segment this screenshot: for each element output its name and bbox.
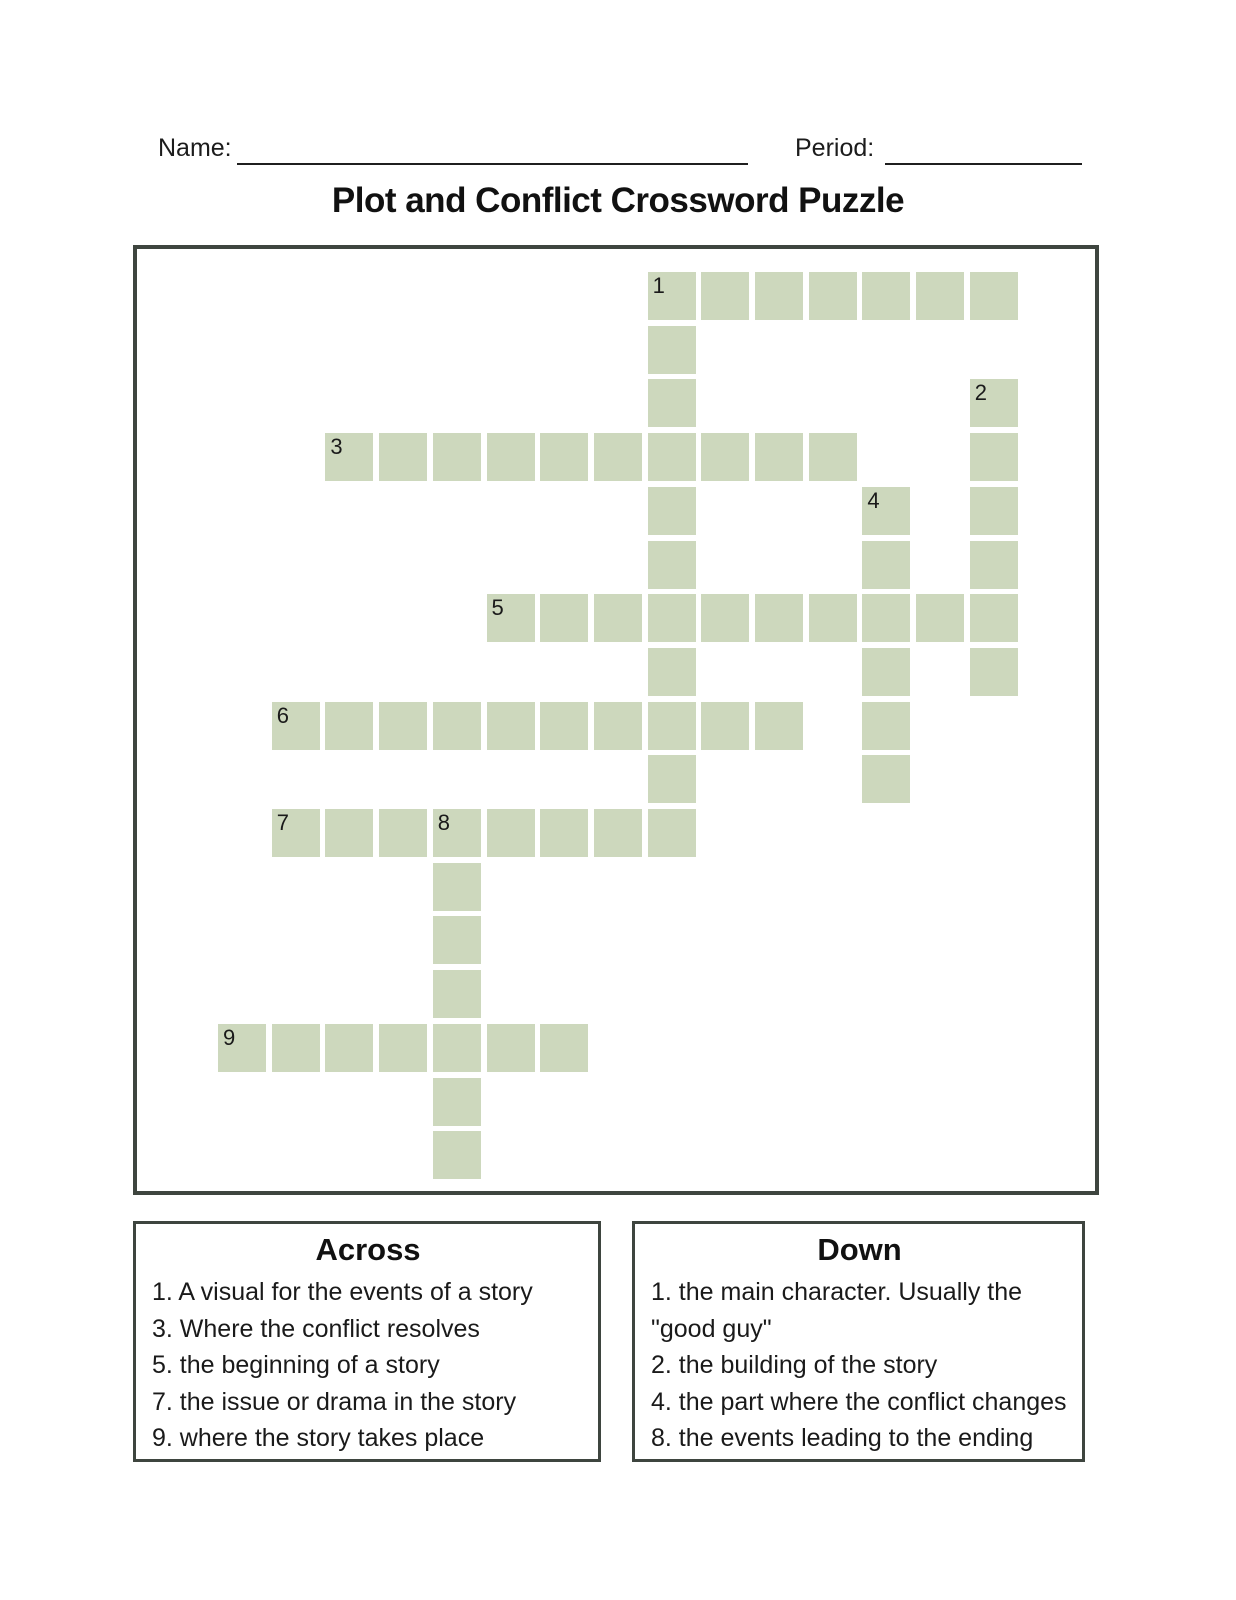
grid-cell[interactable]: [970, 487, 1018, 535]
crossword-grid: [133, 245, 1099, 1195]
clue-line: 1. the main character. Usually the: [651, 1278, 1023, 1306]
grid-cell[interactable]: [862, 702, 910, 750]
grid-cell[interactable]: [970, 594, 1018, 642]
clue-line: 3. Where the conflict resolves: [152, 1314, 480, 1343]
grid-cell[interactable]: [809, 594, 857, 642]
name-label: Name:: [158, 134, 232, 162]
cell-number: 9: [223, 1024, 236, 1050]
clue-line: 7. the issue or drama in the story: [152, 1387, 517, 1416]
grid-cell[interactable]: [648, 594, 696, 642]
grid-cell[interactable]: [916, 272, 964, 320]
grid-cell[interactable]: [433, 1024, 481, 1072]
grid-cell[interactable]: [755, 594, 803, 642]
period-label: Period:: [795, 134, 875, 162]
clue-line: 8. the events leading to the ending: [651, 1424, 1034, 1452]
grid-cell[interactable]: [594, 433, 642, 481]
clue-line: 9. where the story takes place: [152, 1424, 485, 1452]
grid-cell[interactable]: [487, 702, 535, 750]
grid-cell[interactable]: [540, 1024, 588, 1072]
grid-cell[interactable]: [755, 433, 803, 481]
grid-cell[interactable]: [648, 809, 696, 857]
grid-cell[interactable]: [970, 648, 1018, 696]
grid-cell[interactable]: [433, 970, 481, 1018]
across-clue-box: [133, 1221, 601, 1462]
grid-cell[interactable]: [272, 1024, 320, 1072]
grid-cell[interactable]: [701, 702, 749, 750]
grid-cell[interactable]: [433, 1078, 481, 1126]
grid-cell[interactable]: [862, 755, 910, 803]
grid-cell[interactable]: [648, 755, 696, 803]
grid-cell[interactable]: [648, 702, 696, 750]
grid-cell[interactable]: [970, 433, 1018, 481]
down-heading: Down: [817, 1232, 902, 1267]
grid-cell[interactable]: [433, 702, 481, 750]
grid-cell[interactable]: [970, 541, 1018, 589]
grid-cell[interactable]: [325, 809, 373, 857]
grid-cell[interactable]: [540, 702, 588, 750]
down-clue-list: [651, 1274, 1068, 1457]
grid-cell[interactable]: [594, 809, 642, 857]
grid-cell[interactable]: [325, 702, 373, 750]
grid-cell[interactable]: [809, 433, 857, 481]
grid-cell[interactable]: [487, 433, 535, 481]
grid-cell[interactable]: [540, 809, 588, 857]
grid-cell[interactable]: [648, 326, 696, 374]
grid-cell[interactable]: [648, 433, 696, 481]
grid-cell[interactable]: [487, 809, 535, 857]
grid-cell[interactable]: [701, 433, 749, 481]
cell-number: 7: [276, 810, 289, 835]
grid-cell[interactable]: [379, 433, 427, 481]
grid-cell[interactable]: [594, 594, 642, 642]
grid-cell[interactable]: [648, 541, 696, 589]
cell-number: 3: [330, 434, 343, 460]
grid-cell[interactable]: [433, 916, 481, 964]
clue-line: 2. the building of the story: [651, 1351, 938, 1379]
grid-cell[interactable]: [379, 809, 427, 857]
grid-cell[interactable]: [755, 272, 803, 320]
page-title: Plot and Conflict Crossword Puzzle: [331, 181, 905, 220]
grid-cell[interactable]: [648, 648, 696, 696]
cell-number: 4: [867, 487, 880, 513]
grid-cell[interactable]: [433, 863, 481, 911]
grid-cell[interactable]: [862, 594, 910, 642]
clue-line: 4. the part where the conflict changes: [651, 1387, 1067, 1416]
grid-cell[interactable]: [809, 272, 857, 320]
across-clue-list: [152, 1274, 584, 1457]
grid-cell[interactable]: [862, 648, 910, 696]
grid-cell[interactable]: [325, 1024, 373, 1072]
grid-cell[interactable]: [540, 594, 588, 642]
across-heading: Across: [315, 1232, 421, 1267]
grid-cell[interactable]: [701, 594, 749, 642]
name-blank-line[interactable]: [237, 163, 748, 165]
cell-number: 5: [491, 595, 504, 621]
grid-cell[interactable]: [540, 433, 588, 481]
grid-cell[interactable]: [862, 541, 910, 589]
grid-cell[interactable]: [648, 487, 696, 535]
grid-cell[interactable]: [862, 272, 910, 320]
grid-cell[interactable]: [379, 702, 427, 750]
grid-cell[interactable]: [648, 379, 696, 427]
grid-cell[interactable]: [379, 1024, 427, 1072]
grid-cell[interactable]: [487, 1024, 535, 1072]
cell-number: 8: [437, 810, 451, 835]
grid-cell[interactable]: [701, 272, 749, 320]
grid-cell[interactable]: [433, 1131, 481, 1179]
grid-cell[interactable]: [916, 594, 964, 642]
grid-cell[interactable]: [755, 702, 803, 750]
clue-line: 5. the beginning of a story: [152, 1351, 440, 1379]
period-blank-line[interactable]: [885, 163, 1082, 165]
cell-number: 6: [276, 702, 289, 728]
down-clue-box: [632, 1221, 1085, 1462]
cell-number: 1: [652, 273, 665, 298]
clue-line: "good guy": [651, 1314, 772, 1343]
grid-cell[interactable]: [594, 702, 642, 750]
clue-line: 1. A visual for the events of a story: [152, 1278, 533, 1306]
grid-cell[interactable]: [433, 433, 481, 481]
grid-cell[interactable]: [970, 272, 1018, 320]
cell-number: 2: [974, 380, 988, 406]
